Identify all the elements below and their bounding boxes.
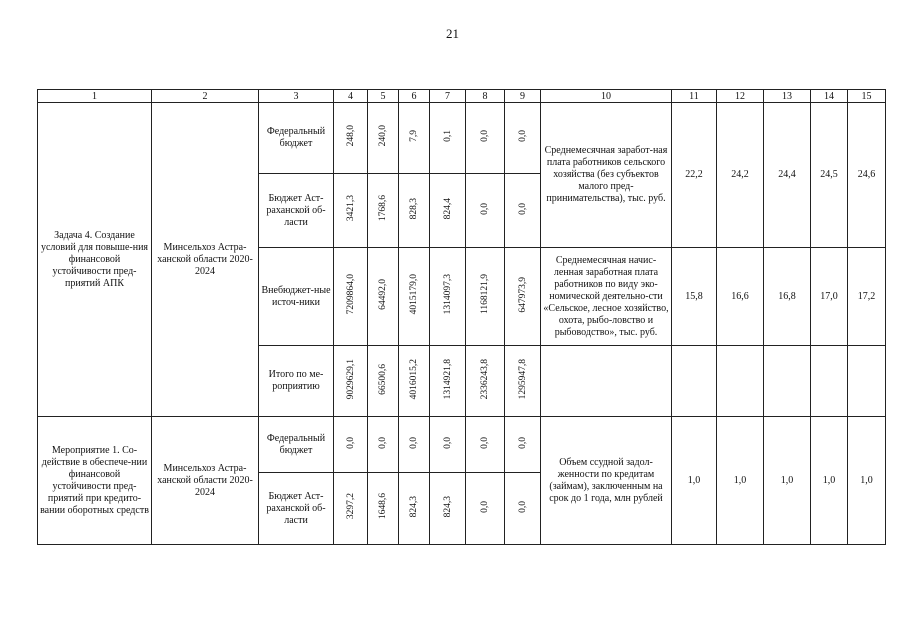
page-number: 21 <box>446 26 459 41</box>
header-cell: 11 <box>672 90 717 103</box>
value-cell: 1314921,8 <box>442 358 453 400</box>
value-cell: 1314097,3 <box>442 274 453 315</box>
indicator-value: 24,6 <box>848 103 886 248</box>
measure-executor: Минсельхоз Астра-ханской области 2020-2024 <box>152 417 259 545</box>
empty-cell <box>541 346 672 417</box>
indicator-value: 22,2 <box>672 103 717 248</box>
header-cell: 9 <box>505 90 541 103</box>
funding-source: Итого по ме-роприятию <box>259 346 334 417</box>
value-cell: 9029629,1 <box>345 358 356 400</box>
value-cell: 0,0 <box>480 436 490 449</box>
empty-cell <box>848 346 886 417</box>
value-cell: 0,0 <box>442 436 453 449</box>
header-cell: 2 <box>152 90 259 103</box>
value-cell: 824,3 <box>442 495 453 518</box>
header-cell: 6 <box>399 90 430 103</box>
header-cell: 5 <box>368 90 399 103</box>
value-cell: 4015179,0 <box>409 274 419 315</box>
empty-cell <box>672 346 717 417</box>
value-cell: 7,9 <box>409 130 419 142</box>
header-cell: 3 <box>259 90 334 103</box>
value-cell: 2336243,8 <box>480 358 490 400</box>
empty-cell <box>717 346 764 417</box>
header-cell: 8 <box>466 90 505 103</box>
header-cell: 13 <box>764 90 811 103</box>
value-cell: 0,0 <box>517 500 528 513</box>
header-cell: 7 <box>430 90 466 103</box>
indicator-value: 16,6 <box>717 248 764 346</box>
program-table <box>37 89 886 545</box>
indicator-value: 17,2 <box>848 248 886 346</box>
indicator-value: 17,0 <box>811 248 848 346</box>
value-cell: 7209864,0 <box>345 274 356 315</box>
value-cell: 1768,6 <box>378 195 388 222</box>
indicator-value: 1,0 <box>717 417 764 545</box>
header-row <box>38 90 886 103</box>
value-cell: 0,1 <box>442 130 453 142</box>
value-cell: 0,0 <box>409 436 419 449</box>
value-cell: 0,0 <box>480 130 490 142</box>
funding-source: Внебюджет-ные источ-ники <box>259 248 334 346</box>
value-cell: 0,0 <box>378 436 388 449</box>
header-cell: 14 <box>811 90 848 103</box>
task-executor: Минсельхоз Астра-ханской области 2020-2024 <box>152 103 259 417</box>
header-cell: 4 <box>334 90 368 103</box>
indicator-value: 15,8 <box>672 248 717 346</box>
header-cell: 15 <box>848 90 886 103</box>
header-cell: 10 <box>541 90 672 103</box>
value-cell: 0,0 <box>517 436 528 449</box>
indicator-value: 1,0 <box>811 417 848 545</box>
measure-name: Мероприятие 1. Со-действие в обеспече-нии финансовой устойчивости пред-приятий при кредито-вании оборотных средств <box>38 417 152 545</box>
indicator-value: 1,0 <box>764 417 811 545</box>
header-cell: 1 <box>38 90 152 103</box>
value-cell: 824,4 <box>442 197 453 220</box>
value-cell: 828,3 <box>409 197 419 220</box>
funding-source: Бюджет Аст-раханской об-ласти <box>259 174 334 248</box>
value-cell: 0,0 <box>345 436 356 449</box>
indicator-value: 24,2 <box>717 103 764 248</box>
funding-source: Федеральный бюджет <box>259 103 334 174</box>
value-cell: 0,0 <box>517 202 528 215</box>
indicator-value: 1,0 <box>848 417 886 545</box>
value-cell: 1648,6 <box>378 493 388 520</box>
indicator-value: 1,0 <box>672 417 717 545</box>
value-cell: 240,0 <box>378 125 388 147</box>
value-cell: 248,0 <box>345 125 356 147</box>
value-cell: 1295947,8 <box>517 358 528 400</box>
table-row <box>38 417 886 473</box>
header-cell: 12 <box>717 90 764 103</box>
value-cell: 3421,3 <box>345 195 356 222</box>
indicator-text: Объем ссудной задол-женности по кредитам (займам), заключенным на срок до 1 года, млн рублей <box>541 417 672 545</box>
value-cell: 1168121,9 <box>480 274 490 315</box>
indicator-value: 24,5 <box>811 103 848 248</box>
value-cell: 3297,2 <box>345 493 356 520</box>
empty-cell <box>764 346 811 417</box>
value-cell: 647973,9 <box>517 276 528 313</box>
funding-source: Федеральный бюджет <box>259 417 334 473</box>
value-cell: 824,3 <box>409 495 419 518</box>
task-name: Задача 4. Создание условий для повыше-ния финансовой устойчивости пред-приятий АПК <box>38 103 152 417</box>
indicator-value: 16,8 <box>764 248 811 346</box>
empty-cell <box>811 346 848 417</box>
value-cell: 0,0 <box>480 500 490 513</box>
value-cell: 0,0 <box>517 130 528 142</box>
value-cell: 0,0 <box>480 202 490 215</box>
value-cell: 64492,0 <box>378 279 388 310</box>
value-cell: 4016015,2 <box>409 358 419 400</box>
table-row <box>38 103 886 174</box>
indicator-value: 24,4 <box>764 103 811 248</box>
indicator-text: Среднемесячная заработ-ная плата работников сельского хозяйства (без субъектов малого пред-принимательства), тыс. руб. <box>541 103 672 248</box>
funding-source: Бюджет Аст-раханской об-ласти <box>259 473 334 545</box>
value-cell: 66500,6 <box>378 363 388 395</box>
indicator-text: Среднемесячная начис-ленная заработная плата работников по виду эко-номической деятельно-сти «Сельское, лесное хозяйство, охота, рыбо-ловство и рыбоводство», тыс. руб. <box>541 248 672 346</box>
